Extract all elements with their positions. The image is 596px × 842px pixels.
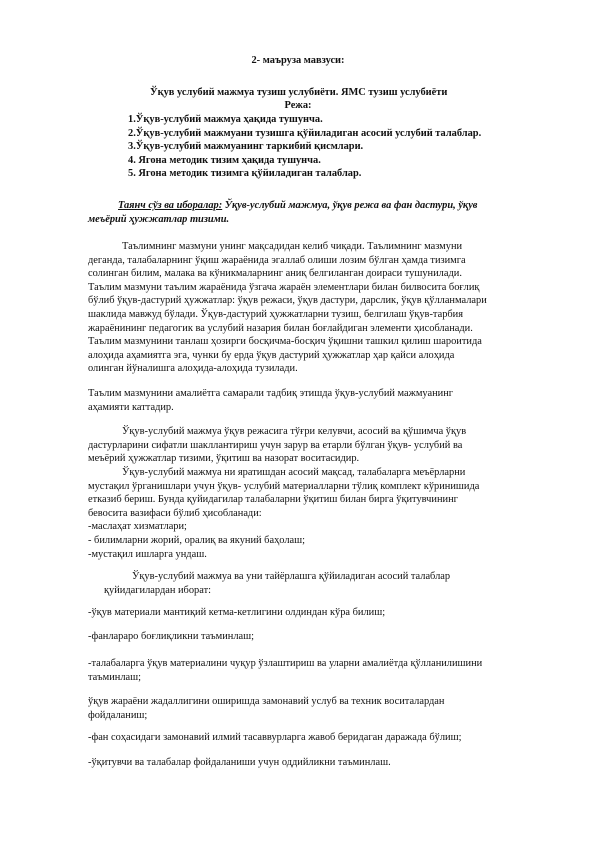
requirement-item: -фанлараро боғлиқликни таъминлаш; xyxy=(88,631,255,642)
text-line: бўлиб ўқув-дастурий ҳужжатлар: ўқув режаси, ўқув дастури, дарслик, ўқув қўлланмалари xyxy=(88,295,487,307)
text-line: Таълим мазмунини танлаш ҳозирги босқичма-босқич ўқишни ташкил қилиш шароитида xyxy=(88,336,482,348)
paragraph-importance xyxy=(88,387,558,414)
text-line: -талабаларга ўқув материалини чуқур ўзлаштириш ва уларни амалиётда қўлланилишини xyxy=(88,658,483,669)
list-item: -мустақил ишларга ундаш. xyxy=(88,548,207,560)
plan-item: 4. Ягона методик тизим ҳақида тушунча. xyxy=(128,154,321,166)
plan-item: 3.Ўқув-услубий мажмуанинг таркибий қисмлари. xyxy=(128,141,364,153)
paragraph-requirements-intro xyxy=(88,570,558,597)
text-line: фойдаланиш; xyxy=(88,709,148,721)
keywords-line xyxy=(118,199,558,213)
text-line: шаклида мавжуд бўлади. Ўқув-дастурий ҳужжатларни тузиш, белгилаш ўқув-тарбия xyxy=(88,308,464,320)
text-line: етказиб бериш. Бунда қуйидагилар талабаларни ўқитиш билан бирга ўқитувчининг xyxy=(88,494,458,506)
requirement-item xyxy=(88,695,558,722)
text-line: қуйидагилардан иборат: xyxy=(104,584,212,596)
text-line: дастурларини сифатли шакллантириш учун зарур ва етарли бўлган ўқув- услубий ва xyxy=(88,439,463,451)
keywords-text: Ўқув-услубий мажмуа, ўқув режа ва фан дастури, ўқув xyxy=(222,200,478,211)
requirement-item: -ўқитувчи ва талабалар фойдаланиши учун оддийликни таъминлаш. xyxy=(88,757,391,768)
text-line: мустақил ўрганишлари учун ўқув- услубий материалларни тўлиқ комплект кўринишида xyxy=(88,480,480,492)
lecture-title: Ўқув услубий мажмуа тузиш услубиёти. ЯМС тузиш услубиёти xyxy=(150,87,448,98)
text-line: меъёрий ҳужжатлар тизими, ўқитиш ва назорат воситасидир. xyxy=(88,453,360,465)
keywords-label: Таянч сўз ва иборалар: xyxy=(118,200,223,211)
text-line: Таълим мазмунини амалиётга самарали тадбиқ этишда ўқув-услубий мажмуанинг xyxy=(88,388,454,399)
text-line: аҳамияти каттадир. xyxy=(88,401,174,413)
plan-item: 2.Ўқув-услубий мажмуани тузишга қўйиладиган асосий услубий талаблар. xyxy=(128,127,482,139)
text-line: ўқув жараёни жадаллигини оширишда замонавий услуб ва техник воситалардан xyxy=(88,696,445,707)
list-item: -маслаҳат хизматлари; xyxy=(88,521,187,533)
text-line: деганда, талабаларнинг ўқиш жараёнида эгаллаб олиши лозим бўлган ҳамда тизимга xyxy=(88,254,466,266)
text-line: таъминлаш; xyxy=(88,671,142,683)
text-line: алоҳида аҳамиятга эга, чунки бу ерда ўқув дастурий ҳужжатлар ҳар қайси алоҳида xyxy=(88,349,455,361)
paragraph-purpose xyxy=(88,466,558,561)
keywords-text-continued: меъёрий ҳужжатлар тизими. xyxy=(88,214,230,225)
text-line: жараёнининг педагогик ва услубий назария билан боғлайдиган элементи ҳисобланади. xyxy=(88,322,473,334)
requirement-item: -фан соҳасидаги замонавий илмий тасаввурларга жавоб беридаган даражада бўлиш; xyxy=(88,732,462,743)
text-line: Ўқув-услубий мажмуа ни яратишдан асосий мақсад, талабаларга меъёрларни xyxy=(122,467,466,478)
text-line: солинган билим, малака ва кўникмаларнинг аниқ белгиланган доираси тушунилади. xyxy=(88,268,462,280)
text-line: олинган йўналишга алоҳида-алоҳида тузилади. xyxy=(88,363,298,375)
plan-label: Режа: xyxy=(284,100,312,111)
plan-list xyxy=(128,113,481,181)
text-line: Ўқув-услубий мажмуа ва уни тайёрлашга қўйиладиган асосий талаблар xyxy=(132,571,451,582)
list-item: - билимларни жорий, оралиқ ва якуний баҳолаш; xyxy=(88,534,306,546)
text-line: Таълим мазмуни таълим жараёнида ўзгача жараён элементлари билан билвосита боғлиқ xyxy=(88,281,480,293)
paragraph-definition xyxy=(88,425,558,466)
text-line: Ўқув-услубий мажмуа ўқув режасига тўғри келувчи, асосий ва қўшимча ўқув xyxy=(122,426,467,437)
plan-item: 1.Ўқув-услубий мажмуа ҳақида тушунча. xyxy=(128,114,323,125)
text-line: бевосита вазифаси бўлиб ҳисобланади: xyxy=(88,507,262,519)
paragraph-content-definition xyxy=(88,240,558,376)
requirement-item xyxy=(88,657,558,684)
text-line: Таълимнинг мазмуни унинг мақсадидан келиб чиқади. Таълимнинг мазмуни xyxy=(122,241,463,252)
requirement-item: -ўқув материали мантиқий кетма-кетлигини олдиндан кўра билиш; xyxy=(88,607,386,618)
plan-item: 5. Ягона методик тизимга қўйиладиган талаблар. xyxy=(128,168,362,180)
lecture-number: 2- маъруза мавзуси: xyxy=(251,55,345,66)
